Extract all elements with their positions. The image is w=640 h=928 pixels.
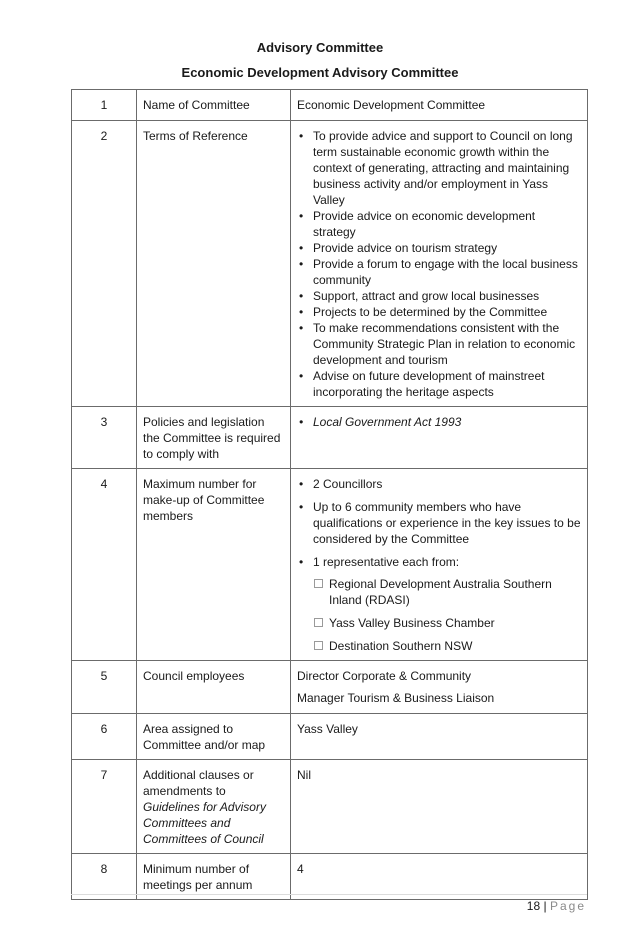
label-italic-text: Guidelines for Advisory Committees and Committees of Council	[143, 800, 266, 846]
row-label: Council employees	[137, 661, 291, 714]
list-item	[313, 554, 581, 654]
footer-divider	[71, 894, 587, 895]
row-label	[137, 760, 291, 854]
row-number: 8	[72, 854, 137, 900]
row-label: Name of Committee	[137, 90, 291, 121]
table-row	[72, 760, 588, 854]
list-item: • Local Government Act 1993	[313, 414, 581, 430]
legislation-list	[297, 414, 581, 430]
row-number: 4	[72, 469, 137, 661]
row-number: 3	[72, 407, 137, 469]
row-value	[291, 121, 588, 407]
row-number: 6	[72, 714, 137, 760]
row-number: 7	[72, 760, 137, 854]
row-number: 1	[72, 90, 137, 121]
row-value	[291, 407, 588, 469]
representative-list	[313, 576, 581, 654]
terms-of-reference-list	[297, 128, 581, 400]
row-label: Maximum number for make-up of Committee members	[137, 469, 291, 661]
row-value	[291, 661, 588, 714]
checkbox-icon	[314, 618, 323, 627]
row-value: 4	[291, 854, 588, 900]
list-item: • To provide advice and support to Council on long term sustainable economic growth within the context of generating, attracting and maintaining business activity and/or employment in Yass Valley	[313, 128, 581, 208]
page-number: 18	[526, 899, 541, 913]
document-title: Advisory Committee	[256, 40, 384, 55]
sub-item-text: Regional Development Australia Southern Inland (RDASI)	[329, 577, 552, 607]
row-value: Nil	[291, 760, 588, 854]
sub-item-text: Destination Southern NSW	[329, 639, 473, 653]
table-row	[72, 854, 588, 900]
document-subtitle: Economic Development Advisory Committee	[181, 65, 459, 80]
sub-item-text: Yass Valley Business Chamber	[329, 616, 495, 630]
footer-separator: |	[543, 899, 547, 913]
checkbox-icon	[314, 579, 323, 588]
list-item: • To make recommendations consistent with the Community Strategic Plan in relation to economic development and tourism	[313, 320, 581, 368]
committee-table	[71, 89, 588, 900]
sub-list-item	[329, 576, 581, 608]
employee-line: Manager Tourism & Business Liaison	[297, 691, 495, 705]
employee-line: Director Corporate & Community	[297, 669, 472, 683]
page-word: Page	[549, 899, 586, 913]
row-value: Economic Development Committee	[291, 90, 588, 121]
sub-list-item	[329, 615, 581, 631]
row-number: 2	[72, 121, 137, 407]
table-row	[72, 469, 588, 661]
table-row	[72, 90, 588, 121]
row-label: Minimum number of meetings per annum	[137, 854, 291, 900]
row-label: Area assigned to Committee and/or map	[137, 714, 291, 760]
row-label: Terms of Reference	[137, 121, 291, 407]
list-item: • Support, attract and grow local businesses	[313, 288, 581, 304]
page-footer	[527, 899, 586, 913]
label-text: Additional clauses or amendments to	[143, 768, 254, 798]
row-label: Policies and legislation the Committee is required to comply with	[137, 407, 291, 469]
row-value: Yass Valley	[291, 714, 588, 760]
table-row	[72, 661, 588, 714]
list-item: • 2 Councillors	[313, 476, 581, 492]
list-item: • Provide a forum to engage with the local business community	[313, 256, 581, 288]
row-number: 5	[72, 661, 137, 714]
table-row	[72, 121, 588, 407]
table-row	[72, 407, 588, 469]
list-item: • Provide advice on economic development strategy	[313, 208, 581, 240]
row-value	[291, 469, 588, 661]
checkbox-icon	[314, 641, 323, 650]
sub-list-item	[329, 638, 581, 654]
list-item: • Projects to be determined by the Committee	[313, 304, 581, 320]
list-item-text: 1 representative each from:	[313, 555, 460, 569]
list-item: • Provide advice on tourism strategy	[313, 240, 581, 256]
list-item: • Up to 6 community members who have qualifications or experience in the key issues to be considered by the Committee	[313, 499, 581, 547]
membership-list	[297, 476, 581, 654]
list-item: • Advise on future development of mainstreet incorporating the heritage aspects	[313, 368, 581, 400]
table-row	[72, 714, 588, 760]
